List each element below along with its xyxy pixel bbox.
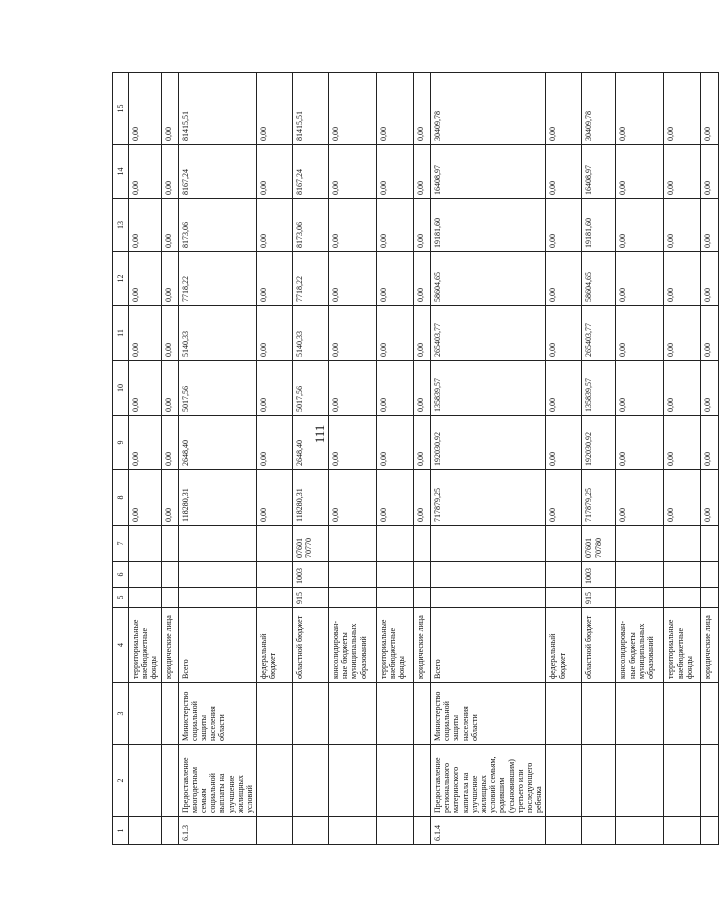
- grbs-code-cell: [178, 588, 257, 608]
- item-number-cell: [129, 817, 162, 845]
- column-number-header: 5: [113, 588, 129, 608]
- funding-source-cell: федеральный бюджет: [257, 608, 293, 683]
- amount-cell: 19181,60: [582, 199, 616, 252]
- amount-cell: 81415,51: [293, 73, 329, 145]
- grbs-code-cell: [616, 588, 664, 608]
- amount-cell: 192030,92: [431, 416, 546, 470]
- measure-name-cell: [664, 745, 701, 817]
- amount-cell: 7718,22: [178, 252, 257, 306]
- amount-cell: 0,00: [377, 145, 414, 199]
- amount-cell: 0,00: [161, 306, 178, 361]
- target-article-cell: [161, 526, 178, 562]
- grbs-code-cell: [257, 588, 293, 608]
- target-article-cell: [664, 526, 701, 562]
- amount-cell: 0,00: [129, 470, 162, 526]
- amount-cell: 0,00: [414, 252, 431, 306]
- item-number-cell: [664, 817, 701, 845]
- amount-cell: 0,00: [616, 145, 664, 199]
- target-article-cell: 07601 70770: [293, 526, 329, 562]
- column-number-header: 14: [113, 145, 129, 199]
- amount-cell: 0,00: [129, 73, 162, 145]
- funding-source-cell: территориальные внебюджетные фонды: [129, 608, 162, 683]
- column-number-header: 7: [113, 526, 129, 562]
- target-article-cell: [431, 526, 546, 562]
- executor-cell: [257, 683, 293, 745]
- item-number-cell: [546, 817, 582, 845]
- grbs-code-cell: [431, 588, 546, 608]
- executor-cell: [329, 683, 377, 745]
- section-code-cell: [431, 562, 546, 588]
- grbs-code-cell: [414, 588, 431, 608]
- section-code-cell: [178, 562, 257, 588]
- amount-cell: 0,00: [414, 416, 431, 470]
- amount-cell: 265403,77: [431, 306, 546, 361]
- amount-cell: 0,00: [329, 252, 377, 306]
- amount-cell: 5017,56: [293, 361, 329, 416]
- amount-cell: 16408,97: [431, 145, 546, 199]
- amount-cell: 30409,78: [431, 73, 546, 145]
- amount-cell: 0,00: [664, 145, 701, 199]
- section-code-cell: 1003: [582, 562, 616, 588]
- measure-name-cell: [546, 745, 582, 817]
- section-code-cell: [257, 562, 293, 588]
- grbs-code-cell: [129, 588, 162, 608]
- amount-cell: 0,00: [377, 416, 414, 470]
- amount-cell: 265403,77: [582, 306, 616, 361]
- column-number-header: 4: [113, 608, 129, 683]
- funding-source-cell: областной бюджет: [293, 608, 329, 683]
- amount-cell: 0,00: [257, 361, 293, 416]
- amount-cell: 0,00: [414, 73, 431, 145]
- executor-cell: [377, 683, 414, 745]
- amount-cell: 8167,24: [178, 145, 257, 199]
- item-number-cell: [701, 817, 719, 845]
- table-row: [178, 73, 257, 845]
- table-row: [431, 73, 546, 845]
- rotated-table-wrapper: [112, 73, 713, 845]
- amount-cell: 0,00: [414, 470, 431, 526]
- amount-cell: 0,00: [664, 199, 701, 252]
- amount-cell: 0,00: [701, 416, 719, 470]
- grbs-code-cell: [377, 588, 414, 608]
- amount-cell: 2648,40: [293, 416, 329, 470]
- amount-cell: 0,00: [257, 252, 293, 306]
- grbs-code-cell: [329, 588, 377, 608]
- executor-cell: [414, 683, 431, 745]
- amount-cell: 0,00: [546, 361, 582, 416]
- amount-cell: 0,00: [616, 73, 664, 145]
- amount-cell: 0,00: [377, 73, 414, 145]
- item-number-cell: [616, 817, 664, 845]
- column-number-header: 3: [113, 683, 129, 745]
- target-article-cell: [546, 526, 582, 562]
- item-number-cell: 6.1.3: [178, 817, 257, 845]
- amount-cell: 5140,33: [178, 306, 257, 361]
- page-number: 111: [312, 425, 327, 444]
- funding-source-cell: юридические лица: [701, 608, 719, 683]
- amount-cell: 135839,57: [582, 361, 616, 416]
- amount-cell: 118280,31: [178, 470, 257, 526]
- amount-cell: 8173,06: [293, 199, 329, 252]
- amount-cell: 0,00: [701, 470, 719, 526]
- column-number-header: 12: [113, 252, 129, 306]
- amount-cell: 0,00: [616, 252, 664, 306]
- funding-source-cell: консолидированные бюджеты муниципальных образований: [616, 608, 664, 683]
- column-number-header: 8: [113, 470, 129, 526]
- section-code-cell: [329, 562, 377, 588]
- amount-cell: 0,00: [414, 145, 431, 199]
- executor-cell: [161, 683, 178, 745]
- amount-cell: 0,00: [257, 470, 293, 526]
- amount-cell: 118280,31: [293, 470, 329, 526]
- item-number-cell: [293, 817, 329, 845]
- target-article-cell: 07601 70780: [582, 526, 616, 562]
- amount-cell: 58604,65: [431, 252, 546, 306]
- executor-cell: [582, 683, 616, 745]
- amount-cell: 0,00: [701, 252, 719, 306]
- amount-cell: 717879,25: [582, 470, 616, 526]
- amount-cell: 0,00: [546, 416, 582, 470]
- item-number-cell: [582, 817, 616, 845]
- item-number-cell: [329, 817, 377, 845]
- table-row: [377, 73, 414, 845]
- grbs-code-cell: 915: [582, 588, 616, 608]
- column-number-header: 13: [113, 199, 129, 252]
- target-article-cell: [257, 526, 293, 562]
- measure-name-cell: [257, 745, 293, 817]
- amount-cell: 0,00: [329, 306, 377, 361]
- table-row: [616, 73, 664, 845]
- table-row: [414, 73, 431, 845]
- measure-name-cell: [293, 745, 329, 817]
- item-number-cell: [414, 817, 431, 845]
- table-row: [293, 73, 329, 845]
- measure-name-cell: [701, 745, 719, 817]
- amount-cell: 0,00: [129, 145, 162, 199]
- grbs-code-cell: [701, 588, 719, 608]
- section-code-cell: [664, 562, 701, 588]
- measure-name-cell: Предоставление регионального материнского капитала на улучшение жилищных условий семьям, родившим (усыновившим) третьего или последующего ребенка: [431, 745, 546, 817]
- section-code-cell: [377, 562, 414, 588]
- amount-cell: 0,00: [616, 199, 664, 252]
- target-article-cell: [616, 526, 664, 562]
- amount-cell: 0,00: [616, 306, 664, 361]
- funding-source-cell: территориальные внебюджетные фонды: [664, 608, 701, 683]
- amount-cell: 0,00: [701, 306, 719, 361]
- executor-cell: [293, 683, 329, 745]
- table-row: [329, 73, 377, 845]
- amount-cell: 81415,51: [178, 73, 257, 145]
- amount-cell: 0,00: [377, 252, 414, 306]
- funding-source-cell: юридические лица: [161, 608, 178, 683]
- amount-cell: 0,00: [329, 145, 377, 199]
- funding-source-cell: федеральный бюджет: [546, 608, 582, 683]
- table-row: [582, 73, 616, 845]
- executor-cell: [701, 683, 719, 745]
- amount-cell: 0,00: [257, 199, 293, 252]
- amount-cell: 192030,92: [582, 416, 616, 470]
- amount-cell: 0,00: [546, 470, 582, 526]
- table-row: [546, 73, 582, 845]
- amount-cell: 0,00: [257, 145, 293, 199]
- amount-cell: 0,00: [257, 416, 293, 470]
- amount-cell: 0,00: [664, 306, 701, 361]
- budget-table-region: [112, 73, 713, 845]
- amount-cell: 0,00: [129, 361, 162, 416]
- funding-source-cell: областной бюджет: [582, 608, 616, 683]
- amount-cell: 0,00: [414, 306, 431, 361]
- measure-name-cell: Предоставление многодетным семьям социальной выплаты на улучшение жилищных условий: [178, 745, 257, 817]
- section-code-cell: [701, 562, 719, 588]
- amount-cell: 0,00: [329, 470, 377, 526]
- amount-cell: 0,00: [377, 306, 414, 361]
- amount-cell: 0,00: [129, 306, 162, 361]
- amount-cell: 7718,22: [293, 252, 329, 306]
- amount-cell: 16408,97: [582, 145, 616, 199]
- amount-cell: 0,00: [329, 416, 377, 470]
- column-number-header: 15: [113, 73, 129, 145]
- amount-cell: 0,00: [257, 306, 293, 361]
- amount-cell: 2648,40: [178, 416, 257, 470]
- column-number-header: 9: [113, 416, 129, 470]
- amount-cell: 0,00: [546, 252, 582, 306]
- measure-name-cell: [616, 745, 664, 817]
- measure-name-cell: [329, 745, 377, 817]
- executor-cell: Министерство социальной защиты населения области: [178, 683, 257, 745]
- amount-cell: 0,00: [161, 73, 178, 145]
- column-number-header: 6: [113, 562, 129, 588]
- grbs-code-cell: [546, 588, 582, 608]
- executor-cell: [664, 683, 701, 745]
- amount-cell: 0,00: [129, 416, 162, 470]
- amount-cell: 5140,33: [293, 306, 329, 361]
- amount-cell: 0,00: [161, 199, 178, 252]
- grbs-code-cell: 915: [293, 588, 329, 608]
- table-row: [161, 73, 178, 845]
- amount-cell: 0,00: [701, 199, 719, 252]
- section-code-cell: 1003: [293, 562, 329, 588]
- amount-cell: 0,00: [329, 73, 377, 145]
- target-article-cell: [329, 526, 377, 562]
- amount-cell: 0,00: [616, 470, 664, 526]
- amount-cell: 0,00: [129, 252, 162, 306]
- target-article-cell: [701, 526, 719, 562]
- grbs-code-cell: [664, 588, 701, 608]
- amount-cell: 0,00: [546, 199, 582, 252]
- amount-cell: 0,00: [329, 361, 377, 416]
- amount-cell: 0,00: [377, 361, 414, 416]
- budget-table: [112, 72, 719, 845]
- amount-cell: 0,00: [161, 416, 178, 470]
- amount-cell: 30409,78: [582, 73, 616, 145]
- header-row: [113, 73, 129, 845]
- amount-cell: 0,00: [161, 361, 178, 416]
- table-row: [701, 73, 719, 845]
- executor-cell: Министерство социальной защиты населения области: [431, 683, 546, 745]
- funding-source-cell: консолидированные бюджеты муниципальных образований: [329, 608, 377, 683]
- item-number-cell: 6.1.4: [431, 817, 546, 845]
- section-code-cell: [414, 562, 431, 588]
- amount-cell: 0,00: [377, 199, 414, 252]
- target-article-cell: [377, 526, 414, 562]
- section-code-cell: [129, 562, 162, 588]
- amount-cell: 0,00: [257, 73, 293, 145]
- amount-cell: 0,00: [161, 145, 178, 199]
- amount-cell: 0,00: [161, 470, 178, 526]
- column-number-header: 11: [113, 306, 129, 361]
- amount-cell: 0,00: [546, 306, 582, 361]
- executor-cell: [129, 683, 162, 745]
- section-code-cell: [546, 562, 582, 588]
- amount-cell: 135839,57: [431, 361, 546, 416]
- amount-cell: 0,00: [664, 73, 701, 145]
- item-number-cell: [257, 817, 293, 845]
- amount-cell: 0,00: [161, 252, 178, 306]
- amount-cell: 0,00: [701, 361, 719, 416]
- amount-cell: 0,00: [546, 73, 582, 145]
- amount-cell: 0,00: [664, 416, 701, 470]
- amount-cell: 0,00: [377, 470, 414, 526]
- funding-source-cell: Всего: [178, 608, 257, 683]
- column-number-header: 1: [113, 817, 129, 845]
- measure-name-cell: [377, 745, 414, 817]
- executor-cell: [546, 683, 582, 745]
- amount-cell: 717879,25: [431, 470, 546, 526]
- target-article-cell: [129, 526, 162, 562]
- amount-cell: 58604,65: [582, 252, 616, 306]
- grbs-code-cell: [161, 588, 178, 608]
- amount-cell: 0,00: [329, 199, 377, 252]
- amount-cell: 0,00: [701, 145, 719, 199]
- amount-cell: 0,00: [129, 199, 162, 252]
- table-row: [129, 73, 162, 845]
- funding-source-cell: юридические лица: [414, 608, 431, 683]
- measure-name-cell: [129, 745, 162, 817]
- executor-cell: [616, 683, 664, 745]
- amount-cell: 0,00: [664, 470, 701, 526]
- column-number-header: 2: [113, 745, 129, 817]
- funding-source-cell: территориальные внебюджетные фонды: [377, 608, 414, 683]
- amount-cell: 8167,24: [293, 145, 329, 199]
- amount-cell: 8173,06: [178, 199, 257, 252]
- table-body: [113, 73, 719, 845]
- item-number-cell: [161, 817, 178, 845]
- amount-cell: 0,00: [414, 361, 431, 416]
- measure-name-cell: [414, 745, 431, 817]
- measure-name-cell: [582, 745, 616, 817]
- amount-cell: 5017,56: [178, 361, 257, 416]
- amount-cell: 0,00: [664, 361, 701, 416]
- item-number-cell: [377, 817, 414, 845]
- section-code-cell: [616, 562, 664, 588]
- amount-cell: 0,00: [546, 145, 582, 199]
- table-row: [664, 73, 701, 845]
- amount-cell: 0,00: [414, 199, 431, 252]
- amount-cell: 19181,60: [431, 199, 546, 252]
- target-article-cell: [414, 526, 431, 562]
- target-article-cell: [178, 526, 257, 562]
- table-row: [257, 73, 293, 845]
- measure-name-cell: [161, 745, 178, 817]
- amount-cell: 0,00: [616, 361, 664, 416]
- column-number-header: 10: [113, 361, 129, 416]
- amount-cell: 0,00: [664, 252, 701, 306]
- amount-cell: 0,00: [701, 73, 719, 145]
- section-code-cell: [161, 562, 178, 588]
- funding-source-cell: Всего: [431, 608, 546, 683]
- amount-cell: 0,00: [616, 416, 664, 470]
